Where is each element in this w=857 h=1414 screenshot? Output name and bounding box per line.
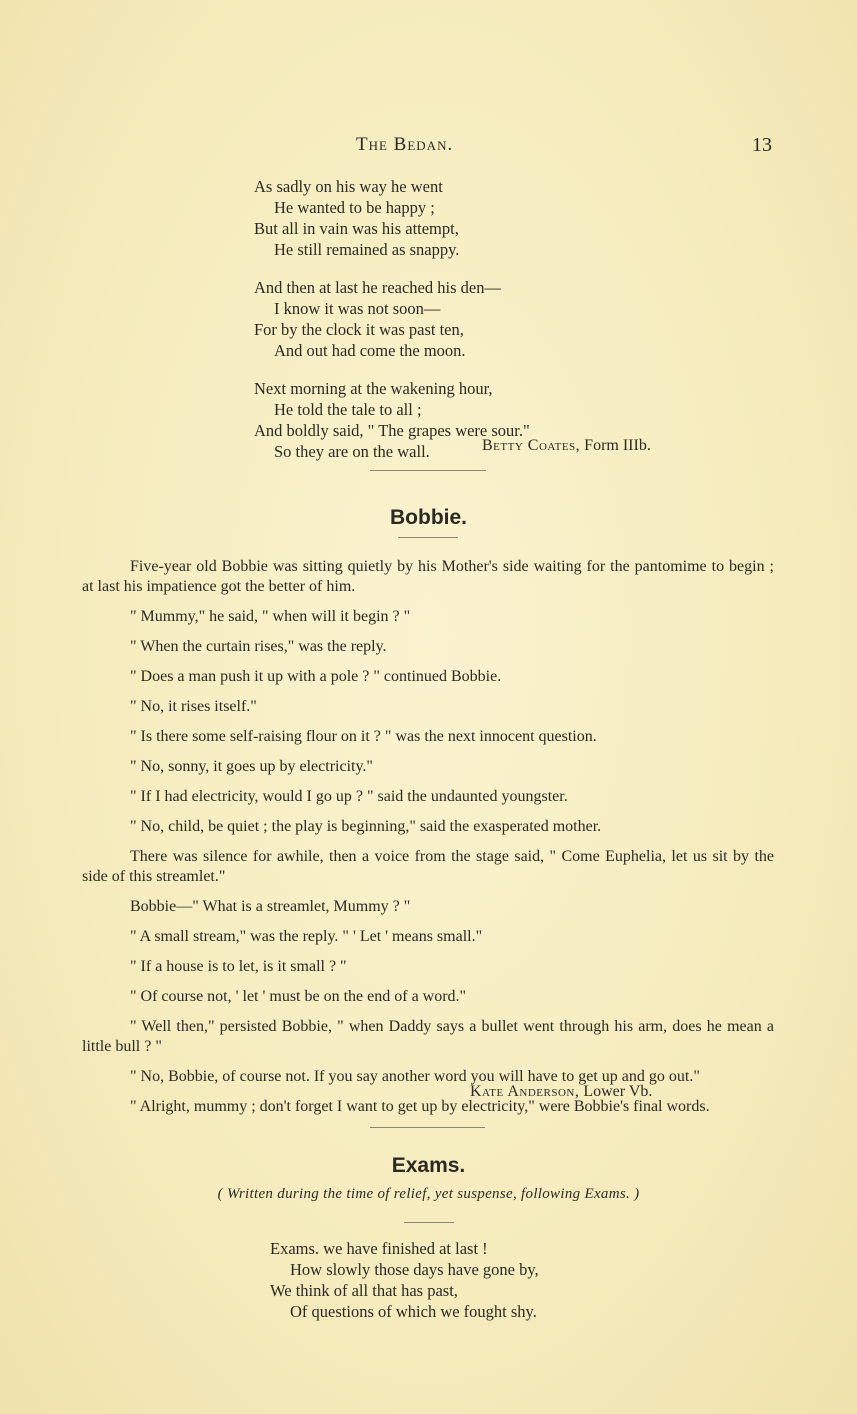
poem-line: We think of all that has past, (270, 1281, 458, 1300)
title-underline (404, 1222, 454, 1223)
paragraph: There was silence for awhile, then a voice from the stage said, " Come Euphelia, let us sit by the side of this streamlet." (82, 848, 774, 885)
poem-stanza (270, 1238, 539, 1322)
running-head (0, 134, 857, 158)
section-divider (370, 1127, 485, 1128)
paragraph: " Mummy," he said, " when will it begin ? " (130, 608, 411, 625)
paragraph: Bobbie—" What is a streamlet, Mummy ? " (130, 898, 411, 915)
poem-stanza (254, 277, 530, 361)
title-underline (398, 537, 458, 538)
poem-attribution (482, 437, 651, 455)
paragraph: " No, Bobbie, of course not. If you say another word you will have to get up and go out." (130, 1068, 700, 1085)
author-form: Lower Vb. (583, 1083, 653, 1100)
paragraph: " If I had electricity, would I go up ? " said the undaunted youngster. (130, 788, 568, 805)
paragraph: " A small stream," was the reply. " ' Let ' means small." (130, 928, 483, 945)
poem-line: Exams. we have finished at last ! (270, 1239, 488, 1258)
author-name: Kate Anderson, (470, 1083, 580, 1100)
poem-line: He told the tale to all ; (274, 400, 422, 419)
poem-line: Next morning at the wakening hour, (254, 379, 493, 398)
poem-line: Of questions of which we fought shy. (290, 1302, 537, 1321)
poem-line: He still remained as snappy. (274, 240, 460, 259)
section-divider (370, 470, 486, 471)
poem-line: And then at last he reached his den— (254, 278, 501, 297)
paragraph: " Well then," persisted Bobbie, " when Daddy says a bullet went through his arm, does he mean a little bull ? " (82, 1018, 774, 1055)
author-form: Form IIIb. (584, 437, 651, 454)
journal-title: The Bedan. (356, 134, 454, 155)
paragraph: Five-year old Bobbie was sitting quietly by his Mother's side waiting for the pantomime to begin ; at last his impatience got the better of him. (82, 558, 774, 595)
poem-line: He wanted to be happy ; (274, 198, 435, 217)
paragraph: " No, sonny, it goes up by electricity." (130, 758, 373, 775)
bobbie-story (82, 557, 774, 1117)
poem-line: As sadly on his way he went (254, 177, 443, 196)
paragraph: " Of course not, ' let ' must be on the end of a word." (130, 988, 467, 1005)
section-title-bobbie: Bobbie. (390, 506, 467, 529)
poem-line: I know it was not soon— (274, 299, 441, 318)
poem-line: For by the clock it was past ten, (254, 320, 464, 339)
paragraph: " Alright, mummy ; don't forget I want to get up by electricity," were Bobbie's final words. (130, 1098, 710, 1115)
paragraph: " Is there some self-raising flour on it ? " was the next innocent question. (130, 728, 597, 745)
poem-continuation (254, 176, 530, 479)
page-number: 13 (752, 134, 772, 156)
author-name: Betty Coates, (482, 437, 581, 454)
paragraph: " No, child, be quiet ; the play is beginning," said the exasperated mother. (130, 818, 602, 835)
section-subtitle: ( Written during the time of relief, yet suspense, following Exams. ) (217, 1186, 640, 1202)
section-title-exams: Exams. (391, 1154, 466, 1177)
poem-line: How slowly those days have gone by, (290, 1260, 539, 1279)
paragraph: " No, it rises itself." (130, 698, 257, 715)
paragraph: " Does a man push it up with a pole ? " continued Bobbie. (130, 668, 502, 685)
story-attribution (470, 1083, 652, 1101)
poem-line: And out had come the moon. (274, 341, 466, 360)
paragraph: " When the curtain rises," was the reply. (130, 638, 387, 655)
poem-line: But all in vain was his attempt, (254, 219, 459, 238)
paragraph: " If a house is to let, is it small ? " (130, 958, 347, 975)
poem-stanza (254, 176, 530, 260)
exams-poem (270, 1238, 539, 1339)
poem-line: And boldly said, " The grapes were sour." (254, 421, 530, 440)
poem-line: So they are on the wall. (274, 442, 430, 461)
